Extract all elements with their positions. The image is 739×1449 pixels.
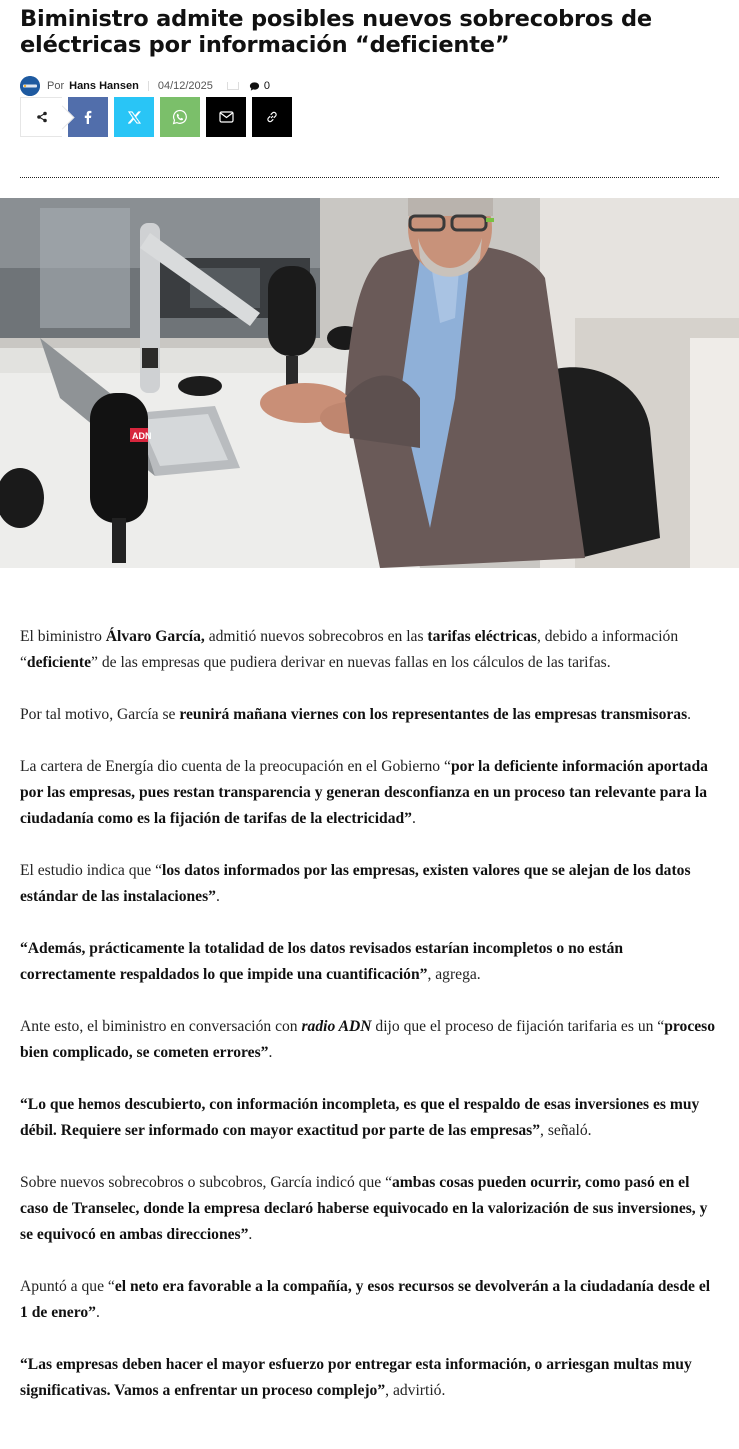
paragraph-text: dijo que el proceso de fijación tarifaria es un “ — [371, 1018, 665, 1035]
paragraph-text: El estudio indica que “ — [20, 862, 163, 879]
paragraph-text: . — [687, 706, 692, 723]
paragraph-bold-text: “Además, prácticamente la totalidad de los datos revisados estarían incompletos o no están correctamente respaldados lo que impide una cuantificación” — [20, 940, 624, 983]
article-paragraph — [20, 1170, 720, 1248]
link-icon — [265, 110, 279, 124]
paragraph-text: , advirtió. — [385, 1382, 446, 1399]
paragraph-bold-text: deficiente — [26, 654, 92, 671]
envelope-icon — [219, 111, 234, 123]
copy-link-button[interactable] — [252, 97, 292, 137]
article-title: Biministro admite posibles nuevos sobrecobros de eléctricas por información “deficiente” — [20, 6, 652, 58]
share-icon — [36, 111, 48, 123]
article-paragraph — [20, 936, 720, 988]
paragraph-bold-text: reunirá mañana viernes con los representantes de las empresas transmisoras — [179, 706, 688, 723]
article-paragraph — [20, 1092, 720, 1144]
share-email-button[interactable] — [206, 97, 246, 137]
comment-icon[interactable] — [249, 81, 260, 92]
paragraph-text: . — [215, 888, 220, 905]
comment-count[interactable]: 0 — [263, 80, 271, 92]
paragraph-text: Ante esto, el biministro en conversación con — [20, 1018, 302, 1035]
paragraph-bold-text: proceso bien complicado, se cometen errores” — [20, 1018, 716, 1061]
share-whatsapp-button[interactable] — [160, 97, 200, 137]
paragraph-bold-text: “Las empresas deben hacer el mayor esfuerzo por entregar esta información, o arriesgan multas muy significativas. Vamos a enfrentar un proceso complejo” — [20, 1356, 692, 1399]
paragraph-text: admitió nuevos sobrecobros en las — [204, 628, 428, 645]
facebook-icon — [81, 110, 95, 124]
paragraph-text: ” de las empresas que pudiera derivar en nuevas fallas en los cálculos de las tarifas. — [91, 654, 611, 671]
header-divider — [20, 177, 719, 178]
article-paragraph — [20, 624, 720, 676]
share-toggle[interactable] — [20, 97, 62, 137]
byline-prefix: Por — [47, 80, 65, 92]
paragraph-bold-text: “Lo que hemos descubierto, con información incompleta, es que el respaldo de esas inversiones es muy débil. Requiere ser informado con mayor exactitud por parte de las empresas” — [20, 1096, 700, 1139]
article-paragraph — [20, 1274, 720, 1326]
article-meta — [20, 75, 270, 97]
paragraph-bold-text: ambas cosas pueden ocurrir, como pasó en el caso de Transelec, donde la empresa declaró haberse equivocado en la valorización de sus inversiones, y se equivocó en ambas direcciones” — [20, 1174, 708, 1243]
paragraph-bold-text: Álvaro García, — [105, 628, 205, 645]
x-icon — [128, 111, 141, 124]
share-x-button[interactable] — [114, 97, 154, 137]
author-avatar[interactable] — [20, 76, 40, 96]
meta-separator — [148, 81, 149, 91]
paragraph-text: , señaló. — [540, 1122, 592, 1139]
paragraph-bold-text: los datos informados por las empresas, existen valores que se alejan de los datos estándar de las instalaciones” — [20, 862, 691, 905]
paragraph-bold-text: el neto era favorable a la compañía, y esos recursos se devolverán a la ciudadanía desde el 1 de enero” — [20, 1278, 711, 1321]
paragraph-text: . — [248, 1226, 253, 1243]
article-featured-image — [0, 198, 739, 568]
meta-separator-2 — [227, 82, 239, 90]
whatsapp-icon — [172, 109, 188, 125]
paragraph-text: , debido a información “ — [20, 628, 679, 671]
article-paragraph — [20, 1352, 720, 1404]
article-paragraph — [20, 1014, 720, 1066]
publish-date: 04/12/2025 — [157, 80, 213, 92]
article-paragraph — [20, 858, 720, 910]
paragraph-text: La cartera de Energía dio cuenta de la preocupación en el Gobierno “ — [20, 758, 451, 775]
article-paragraph — [20, 754, 720, 832]
paragraph-text: . — [268, 1044, 273, 1061]
author-link[interactable]: Hans Hansen — [69, 80, 139, 92]
paragraph-text: El biministro — [20, 628, 106, 645]
article-body — [20, 624, 720, 1430]
paragraph-bold-text: por la deficiente información aportada por las empresas, pues restan transparencia y generan desconfianza en un proceso tan relevante para la ciudadanía como es la fijación de tarifas de la electricidad” — [20, 758, 708, 827]
paragraph-text: Apuntó a que “ — [20, 1278, 115, 1295]
paragraph-text: , agrega. — [427, 966, 481, 983]
share-bar — [20, 97, 292, 137]
paragraph-bold-text: radio ADN — [301, 1018, 372, 1035]
paragraph-text: Por tal motivo, García se — [20, 706, 180, 723]
paragraph-text: . — [411, 810, 416, 827]
paragraph-text: . — [95, 1304, 100, 1321]
mic-logo-text: ADN — [132, 431, 152, 441]
paragraph-bold-text: tarifas eléctricas — [427, 628, 537, 645]
article-paragraph — [20, 702, 720, 728]
paragraph-text: Sobre nuevos sobrecobros o subcobros, García indicó que “ — [20, 1174, 392, 1191]
